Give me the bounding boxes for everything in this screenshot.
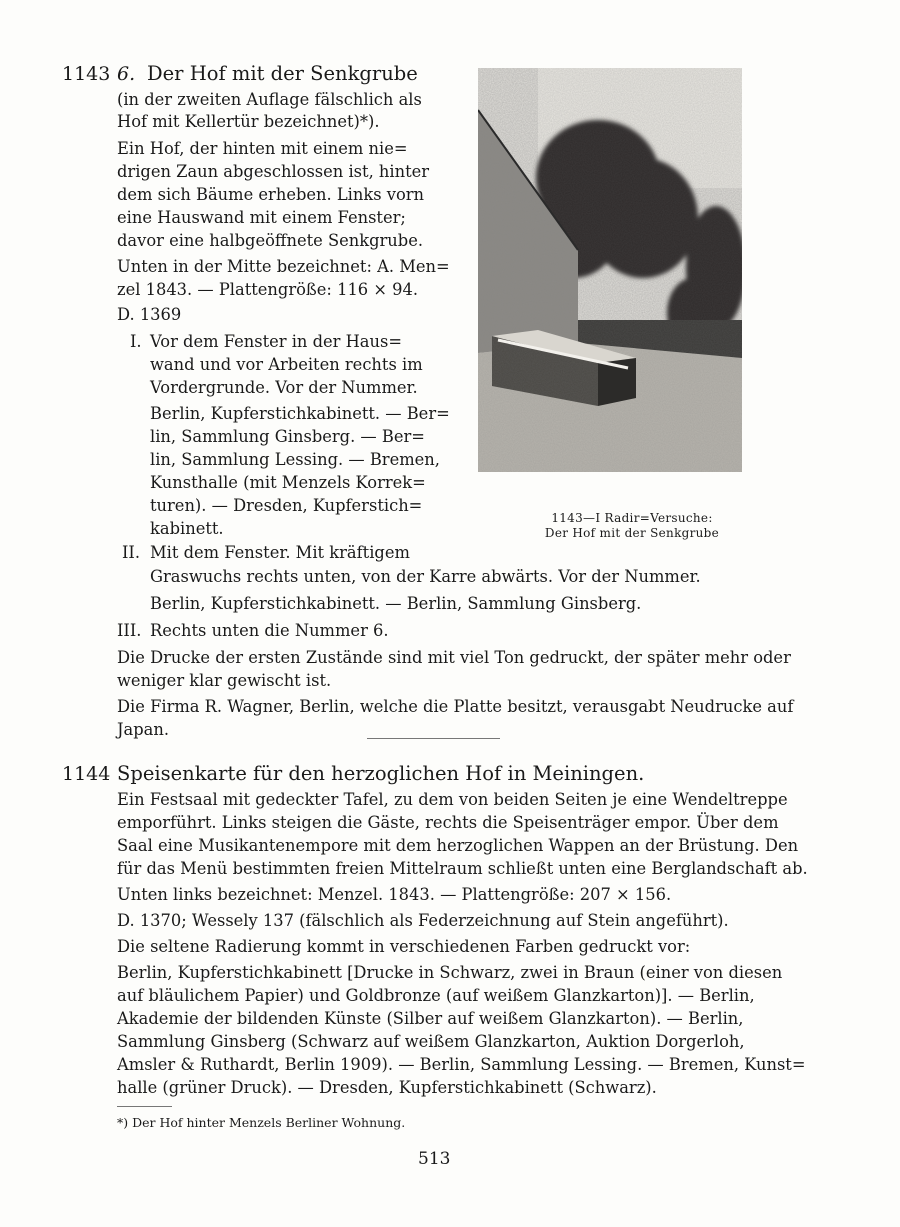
entry-title-1143: Der Hof mit der Senkgrube — [147, 62, 418, 85]
state-text-line: Vordergrunde. Vor der Nummer. — [150, 378, 418, 397]
figure-caption-line: 1143—I Radir=Versuche: — [551, 511, 713, 525]
state-numeral: III. — [117, 621, 142, 640]
description-line: für das Menü bestimmten freien Mittelraum schließt unten eine Berglandschaft ab. — [117, 859, 808, 878]
footnote-rule — [117, 1106, 172, 1107]
collection-line: Berlin, Kupferstichkabinett. — Ber= — [150, 404, 450, 423]
description-line: davor eine halbgeöffnete Senkgrube. — [117, 231, 424, 250]
state-numeral: I. — [130, 332, 142, 351]
description-line: dem sich Bäume erheben. Links vorn — [117, 185, 425, 204]
state-text-line: Vor dem Fenster in der Haus= — [150, 332, 402, 351]
figure-caption-line: Der Hof mit der Senkgrube — [544, 526, 720, 540]
collection-line: Berlin, Kupferstichkabinett. — Berlin, Sammlung Ginsberg. — [150, 594, 642, 613]
collection-line: turen). — Dresden, Kupferstich= — [150, 496, 423, 515]
description-line: drigen Zaun abgeschlossen ist, hinter — [117, 162, 430, 181]
collection-line: Sammlung Ginsberg (Schwarz auf weißem Glanzkarton, Auktion Dorgerloh, — [117, 1032, 745, 1051]
catalog-reference: D. 1370; Wessely 137 (fälschlich als Federzeichnung auf Stein angeführt). — [117, 911, 729, 930]
signature-line: zel 1843. — Plattengröße: 116 × 94. — [117, 280, 419, 299]
description-line: emporführt. Links steigen die Gäste, rechts die Speisenträger empor. Über dem — [117, 813, 779, 832]
description-line: Ein Hof, der hinten mit einem nie= — [117, 139, 408, 158]
collection-line: Kunsthalle (mit Menzels Korrek= — [150, 473, 426, 492]
collection-line: halle (grüner Druck). — Dresden, Kupferstichkabinett (Schwarz). — [117, 1078, 657, 1097]
page-number: 513 — [418, 1149, 451, 1169]
description-line: Ein Festsaal mit gedeckter Tafel, zu dem von beiden Seiten je eine Wendeltreppe — [117, 790, 788, 809]
collection-line: kabinett. — [150, 519, 224, 538]
state-numeral: II. — [122, 543, 141, 562]
note-line: weniger klar gewischt ist. — [117, 671, 332, 690]
signature-line: Unten in der Mitte bezeichnet: A. Men= — [117, 257, 450, 276]
collection-line: Berlin, Kupferstichkabinett [Drucke in Schwarz, zwei in Braun (einer von diesen — [117, 963, 783, 982]
entry-number-1143: 1143 — [62, 63, 111, 85]
note-line: Japan. — [117, 720, 170, 739]
collection-line: Amsler & Ruthardt, Berlin 1909). — Berlin, Sammlung Lessing. — Bremen, Kunst= — [117, 1055, 806, 1074]
note-line: Die Firma R. Wagner, Berlin, welche die Platte besitzt, verausgabt Neudrucke auf — [117, 697, 794, 716]
entry-number-1144: 1144 — [62, 763, 111, 785]
title-note-line: Hof mit Kellertür bezeichnet)*). — [117, 112, 380, 131]
collection-line: Akademie der bildenden Künste (Silber auf weißem Glanzkarton). — Berlin, — [117, 1009, 744, 1028]
signature-line: Unten links bezeichnet: Menzel. 1843. — Plattengröße: 207 × 156. — [117, 885, 672, 904]
title-note-line: (in der zweiten Auflage fälschlich als — [117, 90, 422, 109]
state-text-line: Rechts unten die Nummer 6. — [150, 621, 389, 640]
item-number: 6. — [117, 63, 136, 85]
description-line: Saal eine Musikantenempore mit dem herzoglichen Wappen an der Brüstung. Den — [117, 836, 799, 855]
state-text-line: wand und vor Arbeiten rechts im — [150, 355, 423, 374]
entry-title-1144: Speisenkarte für den herzoglichen Hof in Meiningen. — [117, 762, 645, 785]
section-divider — [367, 738, 500, 739]
state-text-line: Graswuchs rechts unten, von der Karre abwärts. Vor der Nummer. — [150, 567, 701, 586]
collection-line: lin, Sammlung Lessing. — Bremen, — [150, 450, 440, 469]
catalog-reference: D. 1369 — [117, 305, 182, 324]
etching-illustration — [478, 68, 742, 472]
state-text-line: Mit dem Fenster. Mit kräftigem — [150, 543, 410, 562]
note-line: Die seltene Radierung kommt in verschiedenen Farben gedruckt vor: — [117, 937, 691, 956]
collection-line: lin, Sammlung Ginsberg. — Ber= — [150, 427, 425, 446]
collection-line: auf bläulichem Papier) und Goldbronze (auf weißem Glanzkarton)]. — Berlin, — [117, 986, 755, 1005]
footnote: *) Der Hof hinter Menzels Berliner Wohnung. — [117, 1115, 406, 1130]
description-line: eine Hauswand mit einem Fenster; — [117, 208, 406, 227]
note-line: Die Drucke der ersten Zustände sind mit viel Ton gedruckt, der später mehr oder — [117, 648, 791, 667]
